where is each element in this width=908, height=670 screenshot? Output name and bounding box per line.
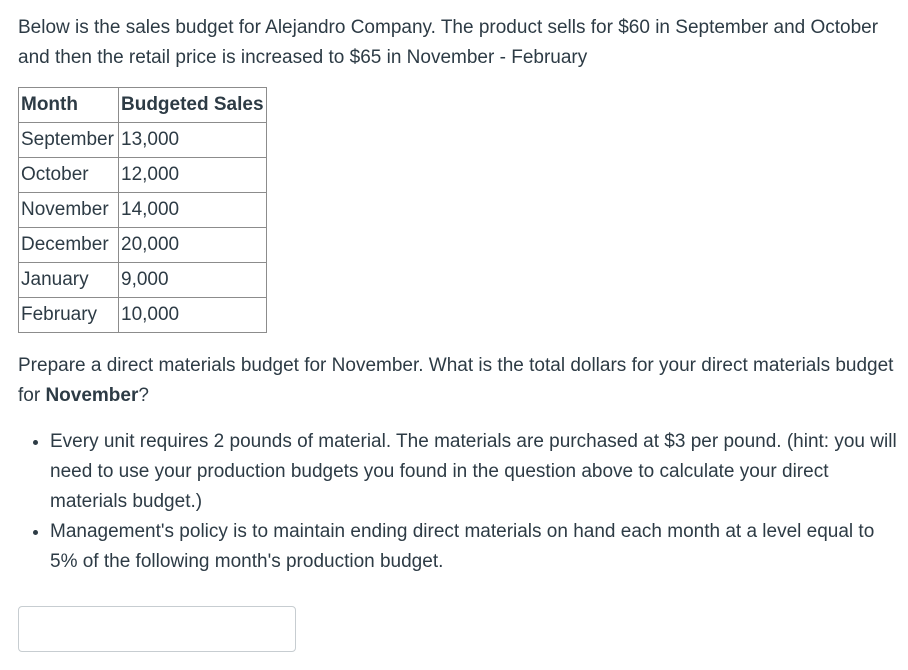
sales-cell: 14,000 xyxy=(119,193,267,228)
month-cell: January xyxy=(19,263,119,298)
requirements-list xyxy=(18,427,898,577)
table-row xyxy=(19,158,267,193)
table-row xyxy=(19,298,267,333)
month-cell: December xyxy=(19,228,119,263)
table-row xyxy=(19,263,267,298)
header-budgeted-sales: Budgeted Sales xyxy=(119,88,267,123)
header-month: Month xyxy=(19,88,119,123)
list-item: • Every unit requires 2 pounds of material. The materials are purchased at $3 per pound. (hint: you will need to use your production budgets you found in the question above to calculate your direct materials budget.) xyxy=(50,427,898,517)
sales-cell: 9,000 xyxy=(119,263,267,298)
sales-cell: 13,000 xyxy=(119,123,267,158)
month-cell: November xyxy=(19,193,119,228)
month-cell: September xyxy=(19,123,119,158)
question-emphasis: November xyxy=(45,385,139,406)
table-row xyxy=(19,228,267,263)
sales-cell: 10,000 xyxy=(119,298,267,333)
table-row xyxy=(19,123,267,158)
sales-cell: 12,000 xyxy=(119,158,267,193)
table-row xyxy=(19,193,267,228)
question-paragraph xyxy=(18,351,898,411)
question-content xyxy=(18,13,898,577)
intro-paragraph: Below is the sales budget for Alejandro Company. The product sells for $60 in September and October and then the retail price is increased to $65 in November - February xyxy=(18,17,879,68)
sales-budget-table xyxy=(18,87,267,333)
table-header-row xyxy=(19,88,267,123)
list-item: • Management's policy is to maintain ending direct materials on hand each month at a level equal to 5% of the following month's production budget. xyxy=(50,517,898,577)
sales-cell: 20,000 xyxy=(119,228,267,263)
question-end: ? xyxy=(138,385,149,406)
month-cell: February xyxy=(19,298,119,333)
question-text: Prepare a direct materials budget for November. What is the total dollars for your direct materials budget for xyxy=(18,355,894,406)
month-cell: October xyxy=(19,158,119,193)
answer-input[interactable] xyxy=(18,606,296,652)
